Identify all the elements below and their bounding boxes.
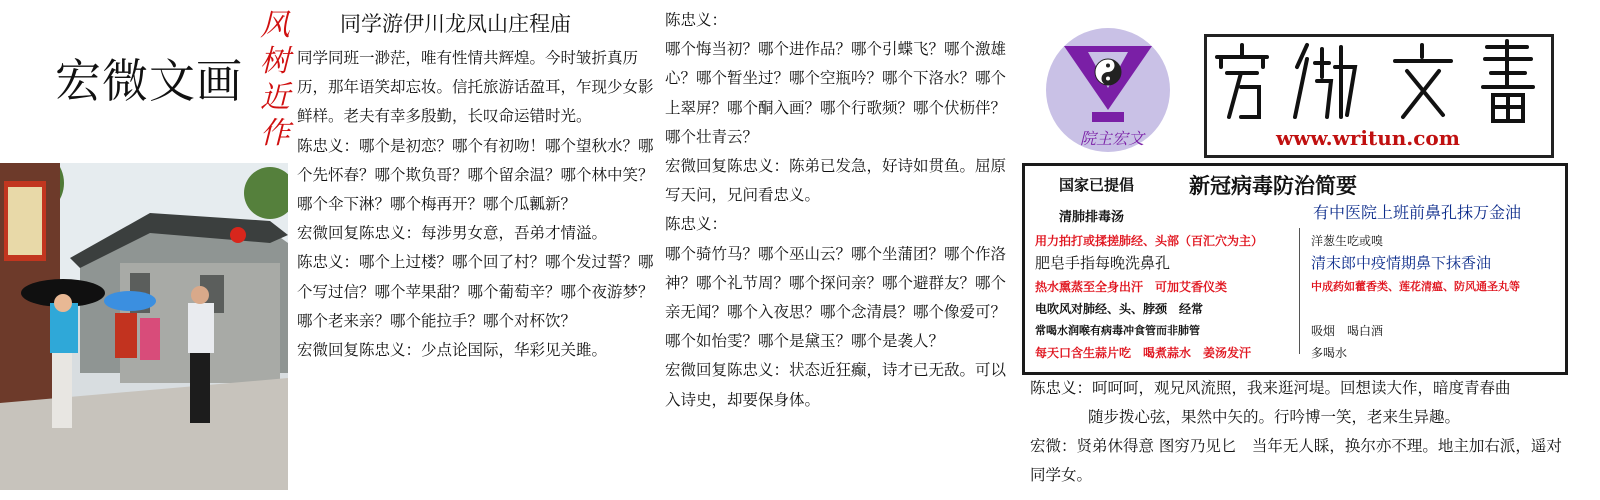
poster-line: 肥皂手指每晚洗鼻孔 xyxy=(1035,254,1171,272)
comment: 宏微回复陈忠义：状态近狂癫，诗才已无敌。可以入诗史，却要保身体。 xyxy=(665,361,1007,409)
vertical-tag-char: 近 xyxy=(260,80,290,115)
comment: 宏微回复陈忠义：少点论国际，华彩见关雎。 xyxy=(297,341,608,360)
poster-line: 中成药如藿香类、莲花清瘟、防风通圣丸等 xyxy=(1311,280,1520,293)
vertical-tag-char: 作 xyxy=(260,116,290,151)
comment: 宏微回复陈忠义：每涉男女意，吾弟才情溢。 xyxy=(297,224,608,243)
text-column-2 xyxy=(665,6,1021,415)
poster-line: 洋葱生吃或嗅 xyxy=(1311,234,1384,248)
poem-title: 同学游伊川龙凤山庄程庙 xyxy=(340,12,571,36)
street-photo xyxy=(0,163,288,490)
comment: 哪个骑竹马？哪个巫山云？哪个坐蒲团？哪个作洛神？哪个礼节周？哪个探问亲？哪个避群友？哪个亲无闻？哪个入夜思？哪个念清晨？哪个像爱可？哪个如怡雯？哪个是黛玉？哪个是袭人？ xyxy=(665,244,1007,351)
poster-line: 清末郎中疫情期鼻下抹香油 xyxy=(1311,254,1492,272)
poster-right-header: 有中医院上班前鼻孔抹万金油 xyxy=(1313,203,1522,222)
logo-caption: 院主宏文 xyxy=(1080,129,1145,148)
comment: 陈忠义： xyxy=(665,11,728,29)
comment: 随步拨心弦，果然中矢的。行吟博一笑，老来生异趣。 xyxy=(1088,408,1461,426)
comment: 陈忠义： xyxy=(665,215,728,234)
poem-body: 同学同班一渺茫，唯有性情共辉煌。今时皱折真历历，那年语笑却忘妆。信托旅游话盈耳，乍现少女影鲜样。老夫有幸多殷勤，长叹命运错时光。 xyxy=(297,49,654,126)
poster-line: 用力拍打或揉搓肺经、头部（百汇穴为主） xyxy=(1035,234,1264,248)
covid-prevention-poster xyxy=(1022,163,1568,375)
vertical-tag-char: 树 xyxy=(260,44,290,79)
poster-left-sub: 清肺排毒汤 xyxy=(1059,210,1125,225)
vertical-tag xyxy=(258,8,292,152)
comment: 宏微回复陈忠义：陈弟已发急，好诗如贯鱼。屈原写天问，兄问看忠义。 xyxy=(665,157,1007,205)
comment: 陈忠义：哪个是初恋？哪个有初吻！哪个望秋水？哪个先怀春？哪个欺负哥？哪个留余温？哪个林中笑？哪个伞下淋？哪个梅再开？哪个瓜瓤新？ xyxy=(297,136,654,214)
poster-line: 吸烟 喝白酒 xyxy=(1311,324,1384,338)
poster-left-header: 国家已提倡 xyxy=(1059,176,1135,194)
comment: 陈忠义：呵呵呵，观兄风流照，我来逛河堤。回想读大作，暗度青春曲 xyxy=(1030,379,1511,397)
text-column-1 xyxy=(297,44,655,365)
comment: 陈忠义：哪个上过楼？哪个回了村？哪个发过誓？哪个写过信？哪个苹果甜？哪个葡萄辛？哪个夜游梦？哪个老来亲？哪个能拉手？哪个对杯饮？ xyxy=(297,253,654,330)
poster-divider xyxy=(1299,228,1300,354)
brand-title: 宏微文画 xyxy=(55,54,243,108)
bottom-comments xyxy=(1030,374,1570,490)
comment: 宏微：贤弟休得意 图穷乃见匕 当年无人睬，换尔亦不理。地主加右派，遥对同学女。 xyxy=(1030,437,1562,484)
poster-line: 多喝水 xyxy=(1311,346,1348,360)
poster-line: 每天口含生蒜片吃 喝煮蒜水 姜汤发汗 xyxy=(1035,346,1252,360)
vertical-tag-char: 风 xyxy=(260,8,290,43)
comment: 哪个悔当初？哪个进作品？哪个引蝶飞？哪个激雄心？哪个暂坐过？哪个空瓶吟？哪个下洛水？哪个上翠屏？哪个酮入画？哪个行歌频？哪个伏枥伴？哪个壮青云？ xyxy=(665,40,1007,146)
poster-line: 热水熏蒸至全身出汗 可加艾香仪类 xyxy=(1035,280,1228,294)
poster-line: 电吹风对肺经、头、脖颈 经常 xyxy=(1035,302,1204,316)
poster-title: 新冠病毒防治简要 xyxy=(1189,174,1357,198)
seal-script-text xyxy=(1207,37,1551,127)
site-url: www.writun.com xyxy=(1276,126,1460,150)
poster-line: 常喝水润喉有病毒冲食管而非肺管 xyxy=(1035,324,1200,337)
